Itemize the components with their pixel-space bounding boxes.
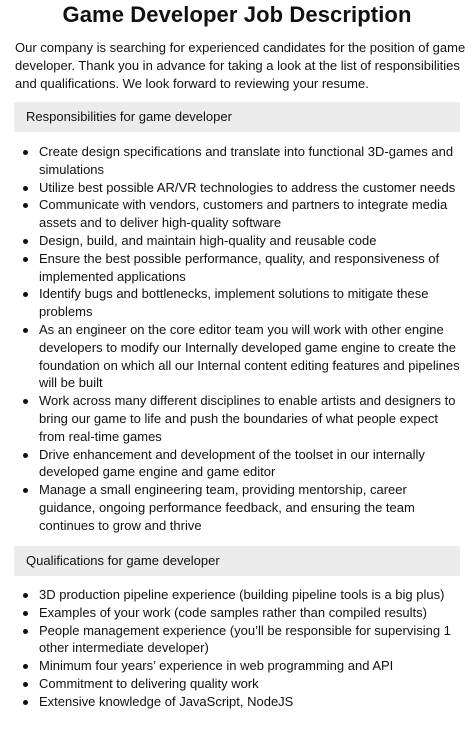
bullet-icon (23, 700, 28, 705)
list-item (20, 446, 466, 482)
list-item-text: Drive enhancement and development of the toolset in our internally developed game engine and game editor (39, 446, 425, 480)
bullet-icon (23, 664, 28, 669)
list-item-text: Minimum four years’ experience in web programming and API (39, 658, 394, 674)
responsibilities-header (14, 102, 460, 132)
list-item-text: Commitment to delivering quality work (39, 675, 259, 691)
bullet-icon (23, 399, 28, 404)
qualifications-heading: Qualifications for game developer (26, 553, 220, 568)
list-item (20, 481, 466, 534)
list-item (20, 586, 466, 604)
list-item (20, 143, 466, 179)
bullet-icon (23, 488, 28, 493)
list-item-text: Design, build, and maintain high-quality and reusable code (39, 232, 377, 248)
bullet-icon (23, 593, 28, 598)
list-item-text: Manage a small engineering team, providing mentorship, career guidance, ongoing performance feedback, and ensuring the team continues to grow and thrive (39, 482, 415, 533)
list-item (20, 285, 466, 321)
responsibilities-list (20, 143, 466, 535)
list-item (20, 675, 466, 693)
list-item (20, 622, 466, 658)
bullet-icon (23, 186, 28, 191)
list-item-text: As an engineer on the core editor team you will work with other engine developers to modify our Internally developed game engine to create the foundation on which all our Internal content editing features and pipelines will be built (39, 321, 460, 391)
list-item (20, 196, 466, 232)
bullet-icon (23, 682, 28, 687)
list-item (20, 321, 466, 392)
bullet-icon (23, 629, 28, 634)
list-item-text: Examples of your work (code samples rather than compiled results) (39, 604, 427, 620)
list-item (20, 179, 466, 197)
bullet-icon (23, 203, 28, 208)
bullet-icon (23, 257, 28, 262)
page-title: Game Developer Job Description (62, 2, 412, 27)
bullet-icon (23, 150, 28, 155)
qualifications-list (20, 586, 466, 711)
list-item-text: Extensive knowledge of JavaScript, NodeJS (39, 693, 294, 709)
list-item-text: 3D production pipeline experience (building pipeline tools is a big plus) (39, 587, 445, 602)
list-item (20, 657, 466, 675)
bullet-icon (23, 328, 28, 333)
intro-paragraph: Our company is searching for experienced candidates for the position of game developer. Thank you in advance for taking a look at the list of responsibilities and qualifications. We look forward to reviewing your resume. (15, 40, 466, 91)
bullet-icon (23, 239, 28, 244)
list-item-text: Communicate with vendors, customers and partners to integrate media assets and to deliver high-quality software (39, 197, 448, 231)
bullet-icon (23, 611, 28, 616)
list-item-text: People management experience (you’ll be responsible for supervising 1 other intermediate developer) (39, 622, 451, 656)
list-item (20, 250, 466, 286)
bullet-icon (23, 453, 28, 458)
list-item-text: Create design specifications and translate into functional 3D-games and simulations (39, 144, 454, 177)
responsibilities-heading: Responsibilities for game developer (26, 109, 232, 124)
list-item-text: Identify bugs and bottlenecks, implement solutions to mitigate these problems (39, 286, 429, 320)
list-item (20, 392, 466, 445)
list-item (20, 232, 466, 250)
list-item (20, 693, 466, 711)
list-item-text: Utilize best possible AR/VR technologies to address the customer needs (39, 179, 456, 195)
list-item (20, 604, 466, 622)
bullet-icon (23, 292, 28, 297)
list-item-text: Ensure the best possible performance, quality, and responsiveness of implemented applications (39, 250, 440, 284)
list-item-text: Work across many different disciplines to enable artists and designers to bring our game to life and push the boundaries of what people expect from real-time games (39, 393, 456, 444)
qualifications-header (14, 546, 460, 576)
